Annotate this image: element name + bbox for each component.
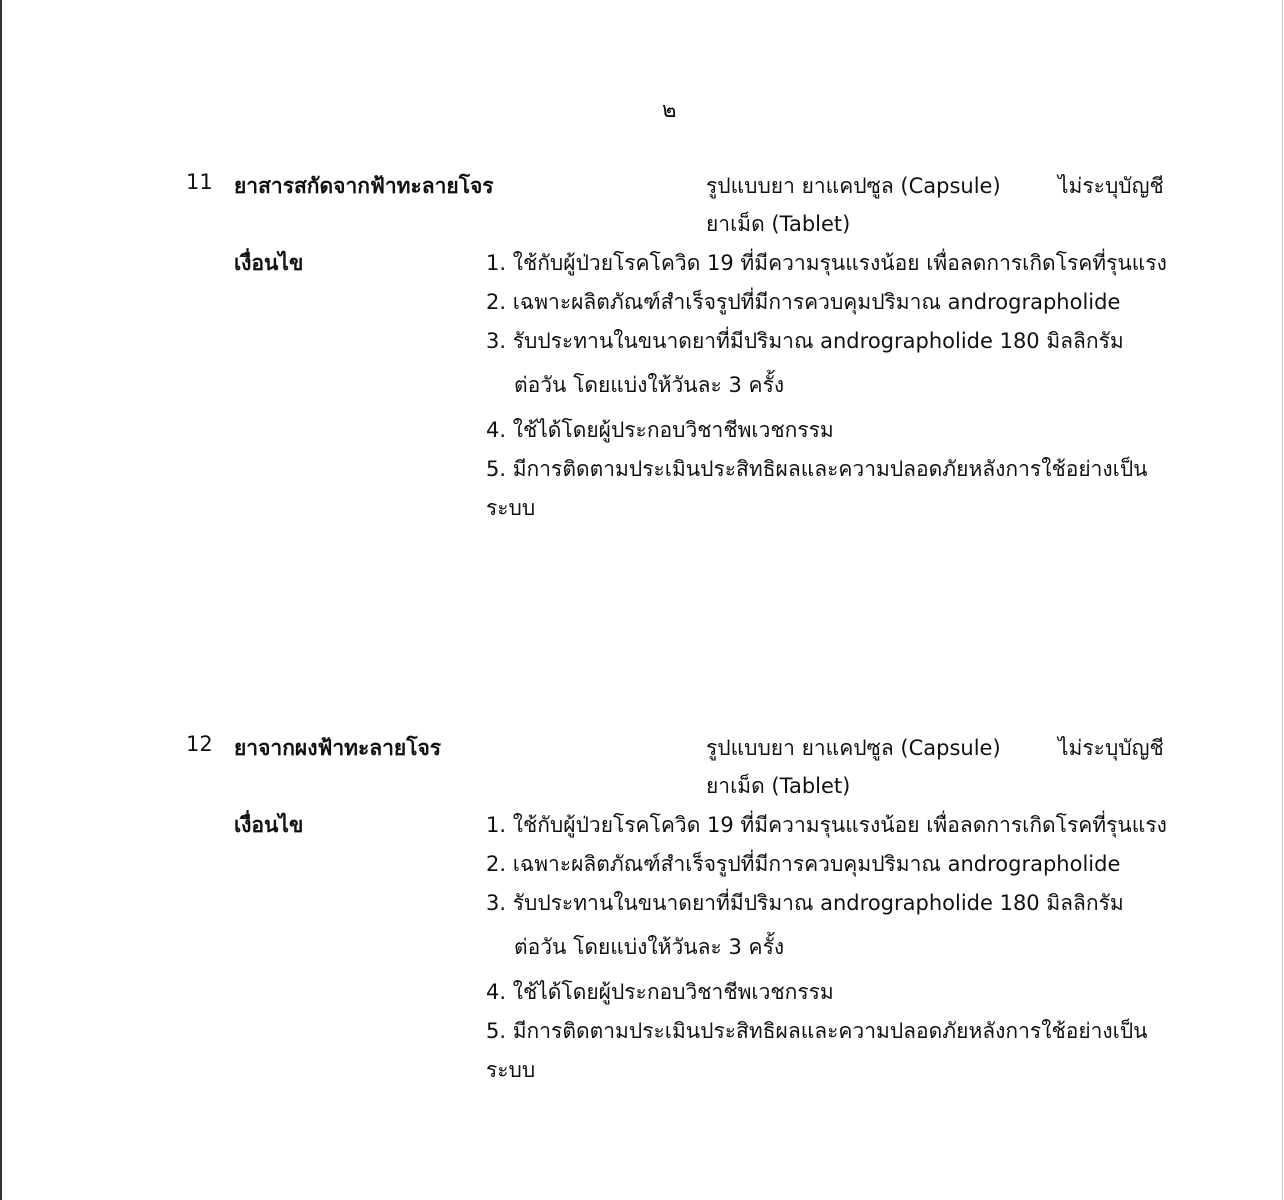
conditions-heading: เงื่อนไข [234, 251, 304, 275]
condition-item: 3. รับประทานในขนาดยาที่มีปริมาณ andrographolide 180 มิลลิกรัม [486, 891, 1124, 915]
drug-list-category: ไม่ระบุบัญชี [1058, 174, 1164, 198]
condition-item: 5. มีการติดตามประเมินประสิทธิผลและความปลอดภัยหลังการใช้อย่างเป็น [486, 457, 1148, 481]
entry-number: 12 [186, 732, 213, 756]
condition-item-continuation: ต่อวัน โดยแบ่งให้วันละ 3 ครั้ง [514, 373, 785, 397]
entry-number: 11 [186, 170, 213, 194]
condition-item: 5. มีการติดตามประเมินประสิทธิผลและความปลอดภัยหลังการใช้อย่างเป็น [486, 1019, 1148, 1043]
page-number: ๒ [662, 98, 677, 123]
entry-drug-name: ยาจากผงฟ้าทะลายโจร [234, 736, 442, 760]
condition-item: 2. เฉพาะผลิตภัณฑ์สำเร็จรูปที่มีการควบคุมปริมาณ andrographolide [486, 290, 1121, 314]
condition-item: 3. รับประทานในขนาดยาที่มีปริมาณ andrographolide 180 มิลลิกรัม [486, 329, 1124, 353]
condition-item-continuation: ระบบ [486, 496, 536, 520]
conditions-heading: เงื่อนไข [234, 813, 304, 837]
condition-item: 1. ใช้กับผู้ป่วยโรคโควิด 19 ที่มีความรุนแรงน้อย เพื่อลดการเกิดโรคที่รุนแรง [486, 251, 1167, 275]
dosage-form-label: รูปแบบยา ยาแคปซูล (Capsule) [706, 174, 1001, 198]
drug-list-category: ไม่ระบุบัญชี [1058, 736, 1164, 760]
condition-item: 1. ใช้กับผู้ป่วยโรคโควิด 19 ที่มีความรุนแรงน้อย เพื่อลดการเกิดโรคที่รุนแรง [486, 813, 1167, 837]
condition-item: 2. เฉพาะผลิตภัณฑ์สำเร็จรูปที่มีการควบคุมปริมาณ andrographolide [486, 852, 1121, 876]
dosage-form-tablet: ยาเม็ด (Tablet) [706, 774, 851, 798]
condition-item: 4. ใช้ได้โดยผู้ประกอบวิชาชีพเวชกรรม [486, 418, 834, 442]
entry-drug-name: ยาสารสกัดจากฟ้าทะลายโจร [234, 174, 494, 198]
condition-item-continuation: ระบบ [486, 1058, 536, 1082]
condition-item-continuation: ต่อวัน โดยแบ่งให้วันละ 3 ครั้ง [514, 935, 785, 959]
condition-item: 4. ใช้ได้โดยผู้ประกอบวิชาชีพเวชกรรม [486, 980, 834, 1004]
dosage-form-label: รูปแบบยา ยาแคปซูล (Capsule) [706, 736, 1001, 760]
dosage-form-tablet: ยาเม็ด (Tablet) [706, 212, 851, 236]
